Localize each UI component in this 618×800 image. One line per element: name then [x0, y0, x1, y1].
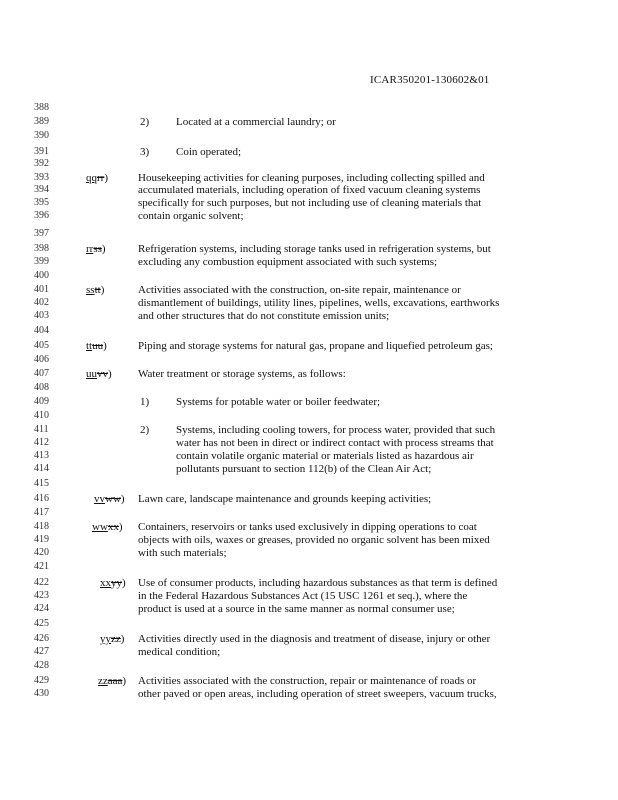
line-number: 426 — [34, 633, 49, 644]
item-text: in the Federal Hazardous Substances Act (15 USC 1261 et seq.), where the — [138, 590, 468, 602]
line-number: 392 — [34, 158, 49, 169]
line-number: 430 — [34, 688, 49, 699]
item-text: Housekeeping activities for cleaning purposes, including collecting spilled and — [138, 172, 485, 184]
item-label: sstt) — [86, 284, 105, 296]
line-number: 393 — [34, 172, 49, 183]
line-number: 411 — [34, 424, 49, 435]
line-number: 400 — [34, 270, 49, 281]
line-number: 419 — [34, 534, 49, 545]
item-label: zzaaa) — [98, 675, 127, 687]
item-label: rrss) — [86, 243, 106, 255]
item-label: wwxx) — [92, 521, 123, 533]
line-number: 402 — [34, 297, 49, 308]
item-text: objects with oils, waxes or greases, provided no organic solvent has been mixed — [138, 534, 490, 546]
item-text: medical condition; — [138, 646, 221, 658]
line-number: 423 — [34, 590, 49, 601]
item-text: Lawn care, landscape maintenance and grounds keeping activities; — [138, 493, 432, 505]
subitem-text: pollutants pursuant to section 112(b) of the Clean Air Act; — [176, 463, 432, 475]
item-text: Water treatment or storage systems, as follows: — [138, 368, 346, 380]
line-number: 390 — [34, 130, 49, 141]
item-label: xxyy) — [100, 577, 126, 589]
subitem-text: Located at a commercial laundry; or — [176, 116, 336, 128]
subitem-text: Systems, including cooling towers, for process water, provided that such — [176, 424, 496, 436]
subitem-text: water has not been in direct or indirect contact with process streams that — [176, 437, 494, 449]
line-number: 396 — [34, 210, 49, 221]
item-text: dismantlement of buildings, utility lines, pipelines, wells, excavations, earthworks — [138, 297, 500, 309]
item-text: accumulated materials, including operation of fixed vacuum cleaning systems — [138, 184, 481, 196]
item-text: with such materials; — [138, 547, 227, 559]
line-number: 391 — [34, 146, 49, 157]
line-number: 399 — [34, 256, 49, 267]
line-number: 397 — [34, 228, 49, 239]
line-number: 422 — [34, 577, 49, 588]
item-text: specifically for such purposes, but not including use of cleaning materials that — [138, 197, 482, 209]
line-number: 414 — [34, 463, 49, 474]
line-number: 420 — [34, 547, 49, 558]
line-number: 429 — [34, 675, 49, 686]
line-number: 421 — [34, 561, 49, 572]
item-text: Refrigeration systems, including storage tanks used in refrigeration systems, but — [138, 243, 491, 255]
item-text: Activities associated with the construction, on-site repair, maintenance or — [138, 284, 461, 296]
item-text: Activities directly used in the diagnosis and treatment of disease, injury or other — [138, 633, 491, 645]
subitem-text: Systems for potable water or boiler feedwater; — [176, 396, 381, 408]
line-number: 409 — [34, 396, 49, 407]
line-number: 406 — [34, 354, 49, 365]
item-text: other paved or open areas, including operation of street sweepers, vacuum trucks, — [138, 688, 497, 700]
line-number: 427 — [34, 646, 49, 657]
line-number: 410 — [34, 410, 49, 421]
item-label: ttuu) — [86, 340, 107, 352]
line-number: 425 — [34, 618, 49, 629]
line-number: 407 — [34, 368, 49, 379]
subitem-number: 2) — [140, 116, 150, 128]
line-number: 398 — [34, 243, 49, 254]
line-number: 413 — [34, 450, 49, 461]
item-text: contain organic solvent; — [138, 210, 244, 222]
item-text: Piping and storage systems for natural gas, propane and liquefied petroleum gas; — [138, 340, 493, 352]
item-label: yyzz) — [100, 633, 125, 645]
item-text: Use of consumer products, including hazardous substances as that term is defined — [138, 577, 498, 589]
line-number: 405 — [34, 340, 49, 351]
item-text: excluding any combustion equipment associated with such systems; — [138, 256, 438, 268]
subitem-text: contain volatile organic material or materials listed as hazardous air — [176, 450, 474, 462]
subitem-number: 1) — [140, 396, 150, 408]
item-text: Activities associated with the construction, repair or maintenance of roads or — [138, 675, 477, 687]
line-number: 428 — [34, 660, 49, 671]
line-number: 412 — [34, 437, 49, 448]
page-header: ICAR350201-130602&01 — [370, 74, 490, 86]
item-label: uuvv) — [86, 368, 112, 380]
line-number: 408 — [34, 382, 49, 393]
item-label: qqrr) — [86, 172, 108, 184]
item-text: product is used at a source in the same manner as normal consumer use; — [138, 603, 455, 615]
line-number: 389 — [34, 116, 49, 127]
subitem-text: Coin operated; — [176, 146, 242, 158]
subitem-number: 3) — [140, 146, 150, 158]
line-number: 401 — [34, 284, 49, 295]
line-number: 403 — [34, 310, 49, 321]
line-number: 416 — [34, 493, 49, 504]
line-number: 388 — [34, 102, 49, 113]
line-number: 424 — [34, 603, 49, 614]
line-number: 415 — [34, 478, 49, 489]
line-number: 418 — [34, 521, 49, 532]
line-number: 395 — [34, 197, 49, 208]
line-number: 404 — [34, 325, 49, 336]
item-label: vvww) — [94, 493, 125, 505]
subitem-number: 2) — [140, 424, 150, 436]
item-text: Containers, reservoirs or tanks used exclusively in dipping operations to coat — [138, 521, 477, 533]
item-text: and other structures that do not constitute emission units; — [138, 310, 390, 322]
line-number: 417 — [34, 507, 49, 518]
line-number: 394 — [34, 184, 49, 195]
